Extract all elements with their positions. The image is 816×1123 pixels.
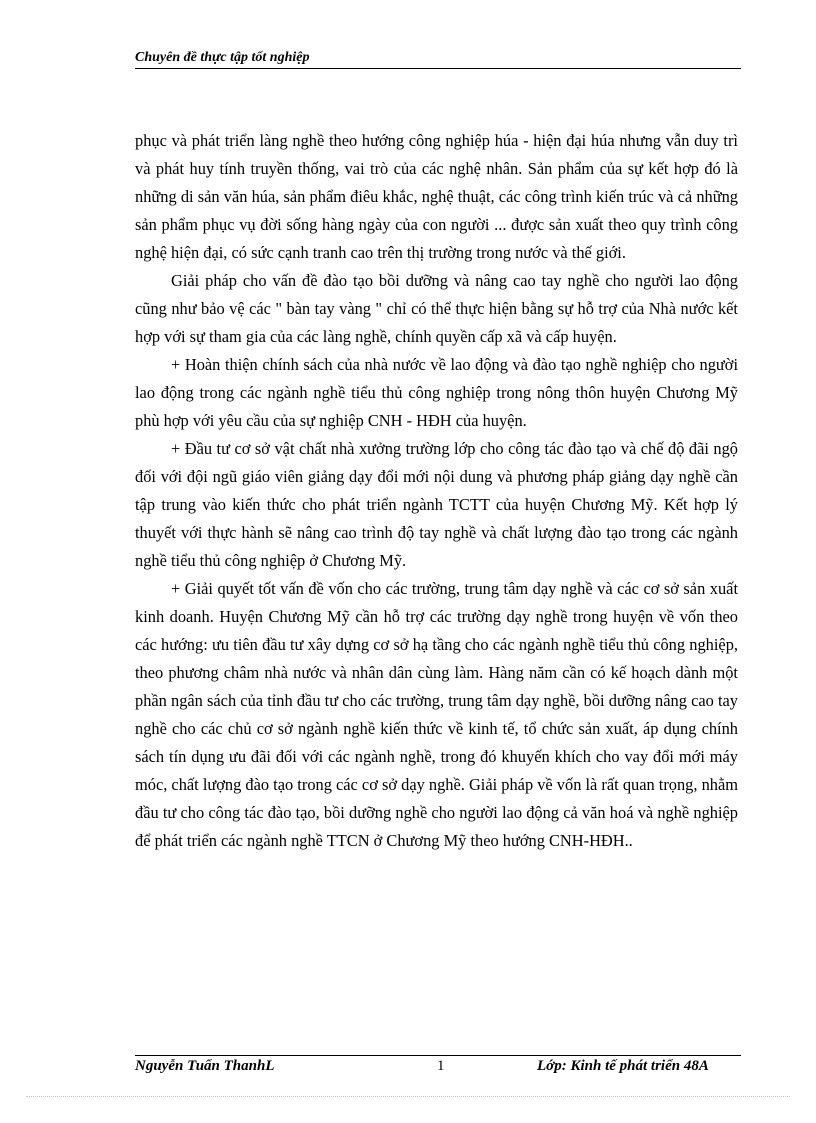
document-body [135, 127, 738, 855]
page-number: 1 [437, 1058, 445, 1074]
paragraph-infrastructure-investment: + Đầu tư cơ sở vật chất nhà xưởng trường lớp cho công tác đào tạo và chế độ đãi ngộ đối với đội ngũ giáo viên giảng dạy đổi mới nội dung và phương pháp giảng dạy nghề cần tập trung vào kiến thức cho phát triển ngành TCTT của huyện Chương Mỹ. Kết hợp lý thuyết với thực hành sẽ nâng cao trình độ tay nghề và chất lượng đào tạo trong các ngành nghề tiểu thủ công nghiệp ở Chương Mỹ. [135, 439, 738, 570]
footer-divider [135, 1055, 741, 1056]
running-header-title: Chuyên đề thực tập tốt nghiệp [135, 50, 310, 65]
paragraph-continuation: phục và phát triển làng nghề theo hướng công nghiệp húa - hiện đại húa nhưng vẫn duy trì và phát huy tính truyền thống, vai trò của các nghệ nhân. Sản phẩm của sự kết hợp đó là những di sản văn húa, sản phẩm điêu khắc, nghệ thuật, các công trình kiến trúc và cả những sản phẩm phục vụ đời sống hàng ngày của con người ... được sản xuất theo quy trình công nghệ hiện đại, có sức cạnh tranh cao trên thị trường trong nước và thế giới. [135, 131, 738, 262]
paragraph-policy-completion: + Hoàn thiện chính sách của nhà nước về lao động và đào tạo nghề nghiệp cho người lao động trong các ngành nghề tiểu thủ công nghiệp trong nông thôn huyện Chương Mỹ phù hợp với yêu cầu của sự nghiệp CNH - HĐH của huyện. [135, 355, 738, 430]
paragraph-capital-solution: + Giải quyết tốt vấn đề vốn cho các trường, trung tâm dạy nghề và các cơ sở sản xuất kinh doanh. Huyện Chương Mỹ cần hỗ trợ các trường dạy nghề trong huyện về vốn theo các hướng: ưu tiên đầu tư xây dựng cơ sở hạ tầng cho các ngành nghề tiểu thủ công nghiệp, theo phương châm nhà nước và nhân dân cùng làm. Hàng năm cần có kế hoạch dành một phần ngân sách của tỉnh đầu tư cho các trường, trung tâm dạy nghề, bồi dưỡng nâng cao tay nghề cho các chủ cơ sở ngành nghề kiến thức về kinh tế, tổ chức sản xuất, áp dụng chính sách tín dụng ưu đãi đối với các ngành nghề, trong đó khuyến khích cho vay đổi mới máy móc, chất lượng đào tạo trong các cơ sở dạy nghề. Giải pháp về vốn là rất quan trọng, nhằm đầu tư cho công tác đào tạo, bồi dưỡng nghề cho người lao động cả văn hoá và nghề nghiệp để phát triển các ngành nghề TTCN ở Chương Mỹ theo hướng CNH-HĐH.. [135, 579, 738, 850]
page-edge-divider [26, 1096, 790, 1097]
footer-class: Lớp: Kinh tế phát triển 48A [537, 1058, 709, 1074]
footer-author: Nguyễn Tuấn ThanhL [135, 1058, 275, 1074]
header-divider [135, 68, 741, 69]
paragraph-solution-training: Giải pháp cho vấn đề đào tạo bồi dưỡng và nâng cao tay nghề cho người lao động cũng như bảo vệ các " bàn tay vàng " chỉ có thể thực hiện bằng sự hỗ trợ của Nhà nước kết hợp với sự tham gia của các làng nghề, chính quyền cấp xã và cấp huyện. [135, 271, 738, 346]
page-footer [135, 1058, 741, 1078]
